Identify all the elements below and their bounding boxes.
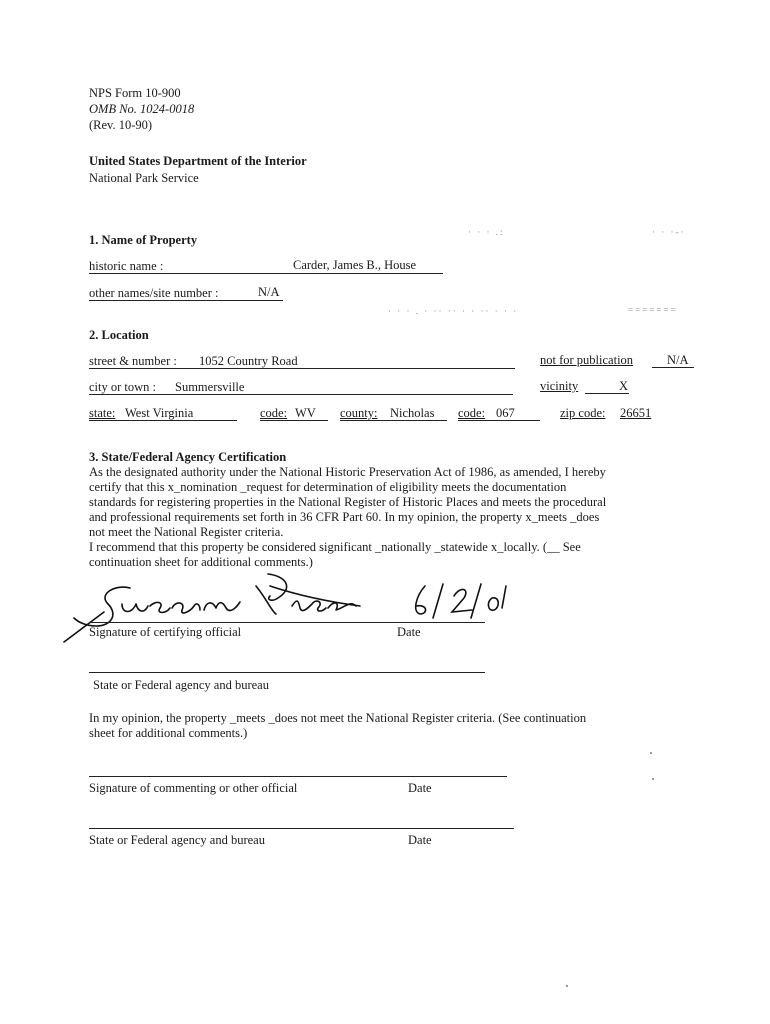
other-names-label: other names/site number : <box>89 286 219 300</box>
scan-speck <box>566 985 568 987</box>
section3-heading: 3. State/Federal Agency Certification <box>89 450 287 464</box>
certification-line: As the designated authority under the National Historic Preservation Act of 1986, as amended, I hereby <box>89 465 606 479</box>
state-code-value: WV <box>295 406 316 420</box>
certification-line: standards for registering properties in the National Register of Historic Places and meets the procedural <box>89 495 607 509</box>
street-label: street & number : <box>89 354 177 368</box>
commenting-label: Signature of commenting or other official <box>89 781 298 795</box>
historic-name-value: Carder, James B., House <box>293 258 417 272</box>
certification-line: continuation sheet for additional comments.) <box>89 555 313 569</box>
agency: National Park Service <box>89 171 199 185</box>
agency2-label: State or Federal agency and bureau <box>89 833 265 847</box>
not-for-publication-label: not for publication <box>540 353 634 367</box>
county-label: county: <box>340 406 378 420</box>
other-names-underline <box>89 300 283 301</box>
department: United States Department of the Interior <box>89 154 307 168</box>
county-underline <box>340 420 447 421</box>
signature-date-label: Date <box>397 625 421 639</box>
zip-value: 26651 <box>620 406 652 420</box>
signature-label: Signature of certifying official <box>89 625 242 639</box>
vicinity-value: X <box>619 379 629 393</box>
section2-heading: 2. Location <box>89 328 149 342</box>
street-underline <box>89 368 515 369</box>
state-underline <box>89 420 237 421</box>
county-code-label: code: <box>458 406 486 420</box>
opinion-line: In my opinion, the property _meets _does not meet the National Register criteria. (See continuation <box>89 711 587 725</box>
certification-line: certify that this x_nomination _request for determination of eligibility meets the documentation <box>89 480 567 494</box>
state-value: West Virginia <box>125 406 194 420</box>
state-label: state: <box>89 406 116 420</box>
agency-label: State or Federal agency and bureau <box>93 678 269 692</box>
zip-label: zip code: <box>560 406 606 420</box>
commenting-date-label: Date <box>408 781 432 795</box>
omb-number: OMB No. 1024-0018 <box>89 102 195 116</box>
scan-speck <box>650 752 652 754</box>
scan-speck: · · ·-· <box>652 227 686 237</box>
state-code-label: code: <box>260 406 288 420</box>
scan-speck <box>652 778 654 780</box>
county-code-value: 067 <box>496 406 515 420</box>
signature-line <box>89 622 485 623</box>
scan-speck: · · · .: <box>468 227 505 237</box>
other-names-value: N/A <box>258 285 280 299</box>
certification-line: I recommend that this property be considered significant _nationally _statewide x_locally. (__ See <box>89 540 581 554</box>
form-number: NPS Form 10-900 <box>89 86 181 100</box>
county-value: Nicholas <box>390 406 435 420</box>
county-code-underline <box>458 420 540 421</box>
revision: (Rev. 10-90) <box>89 118 153 132</box>
agency-line <box>89 672 485 673</box>
vicinity-underline <box>585 393 629 394</box>
city-value: Summersville <box>175 380 245 394</box>
city-underline <box>89 394 513 395</box>
not-for-publication-underline <box>652 367 694 368</box>
agency2-line <box>89 828 514 829</box>
agency2-date-label: Date <box>408 833 432 847</box>
street-value: 1052 Country Road <box>199 354 298 368</box>
state-code-underline <box>260 420 328 421</box>
city-label: city or town : <box>89 380 157 394</box>
certification-line: and professional requirements set forth in 36 CFR Part 60. In my opinion, the property x_meets _does <box>89 510 600 524</box>
vicinity-label: vicinity <box>540 379 579 393</box>
historic-name-label: historic name : <box>89 259 164 273</box>
commenting-line <box>89 776 507 777</box>
scan-speck: ======= <box>628 305 678 315</box>
not-for-publication-value: N/A <box>667 353 689 367</box>
certification-line: not meet the National Register criteria. <box>89 525 284 539</box>
historic-name-underline <box>89 273 443 274</box>
opinion-line: sheet for additional comments.) <box>89 726 248 740</box>
section1-heading: 1. Name of Property <box>89 233 198 247</box>
scan-speck: · · · . · ·· ·· · · ·· · · · <box>388 306 519 316</box>
